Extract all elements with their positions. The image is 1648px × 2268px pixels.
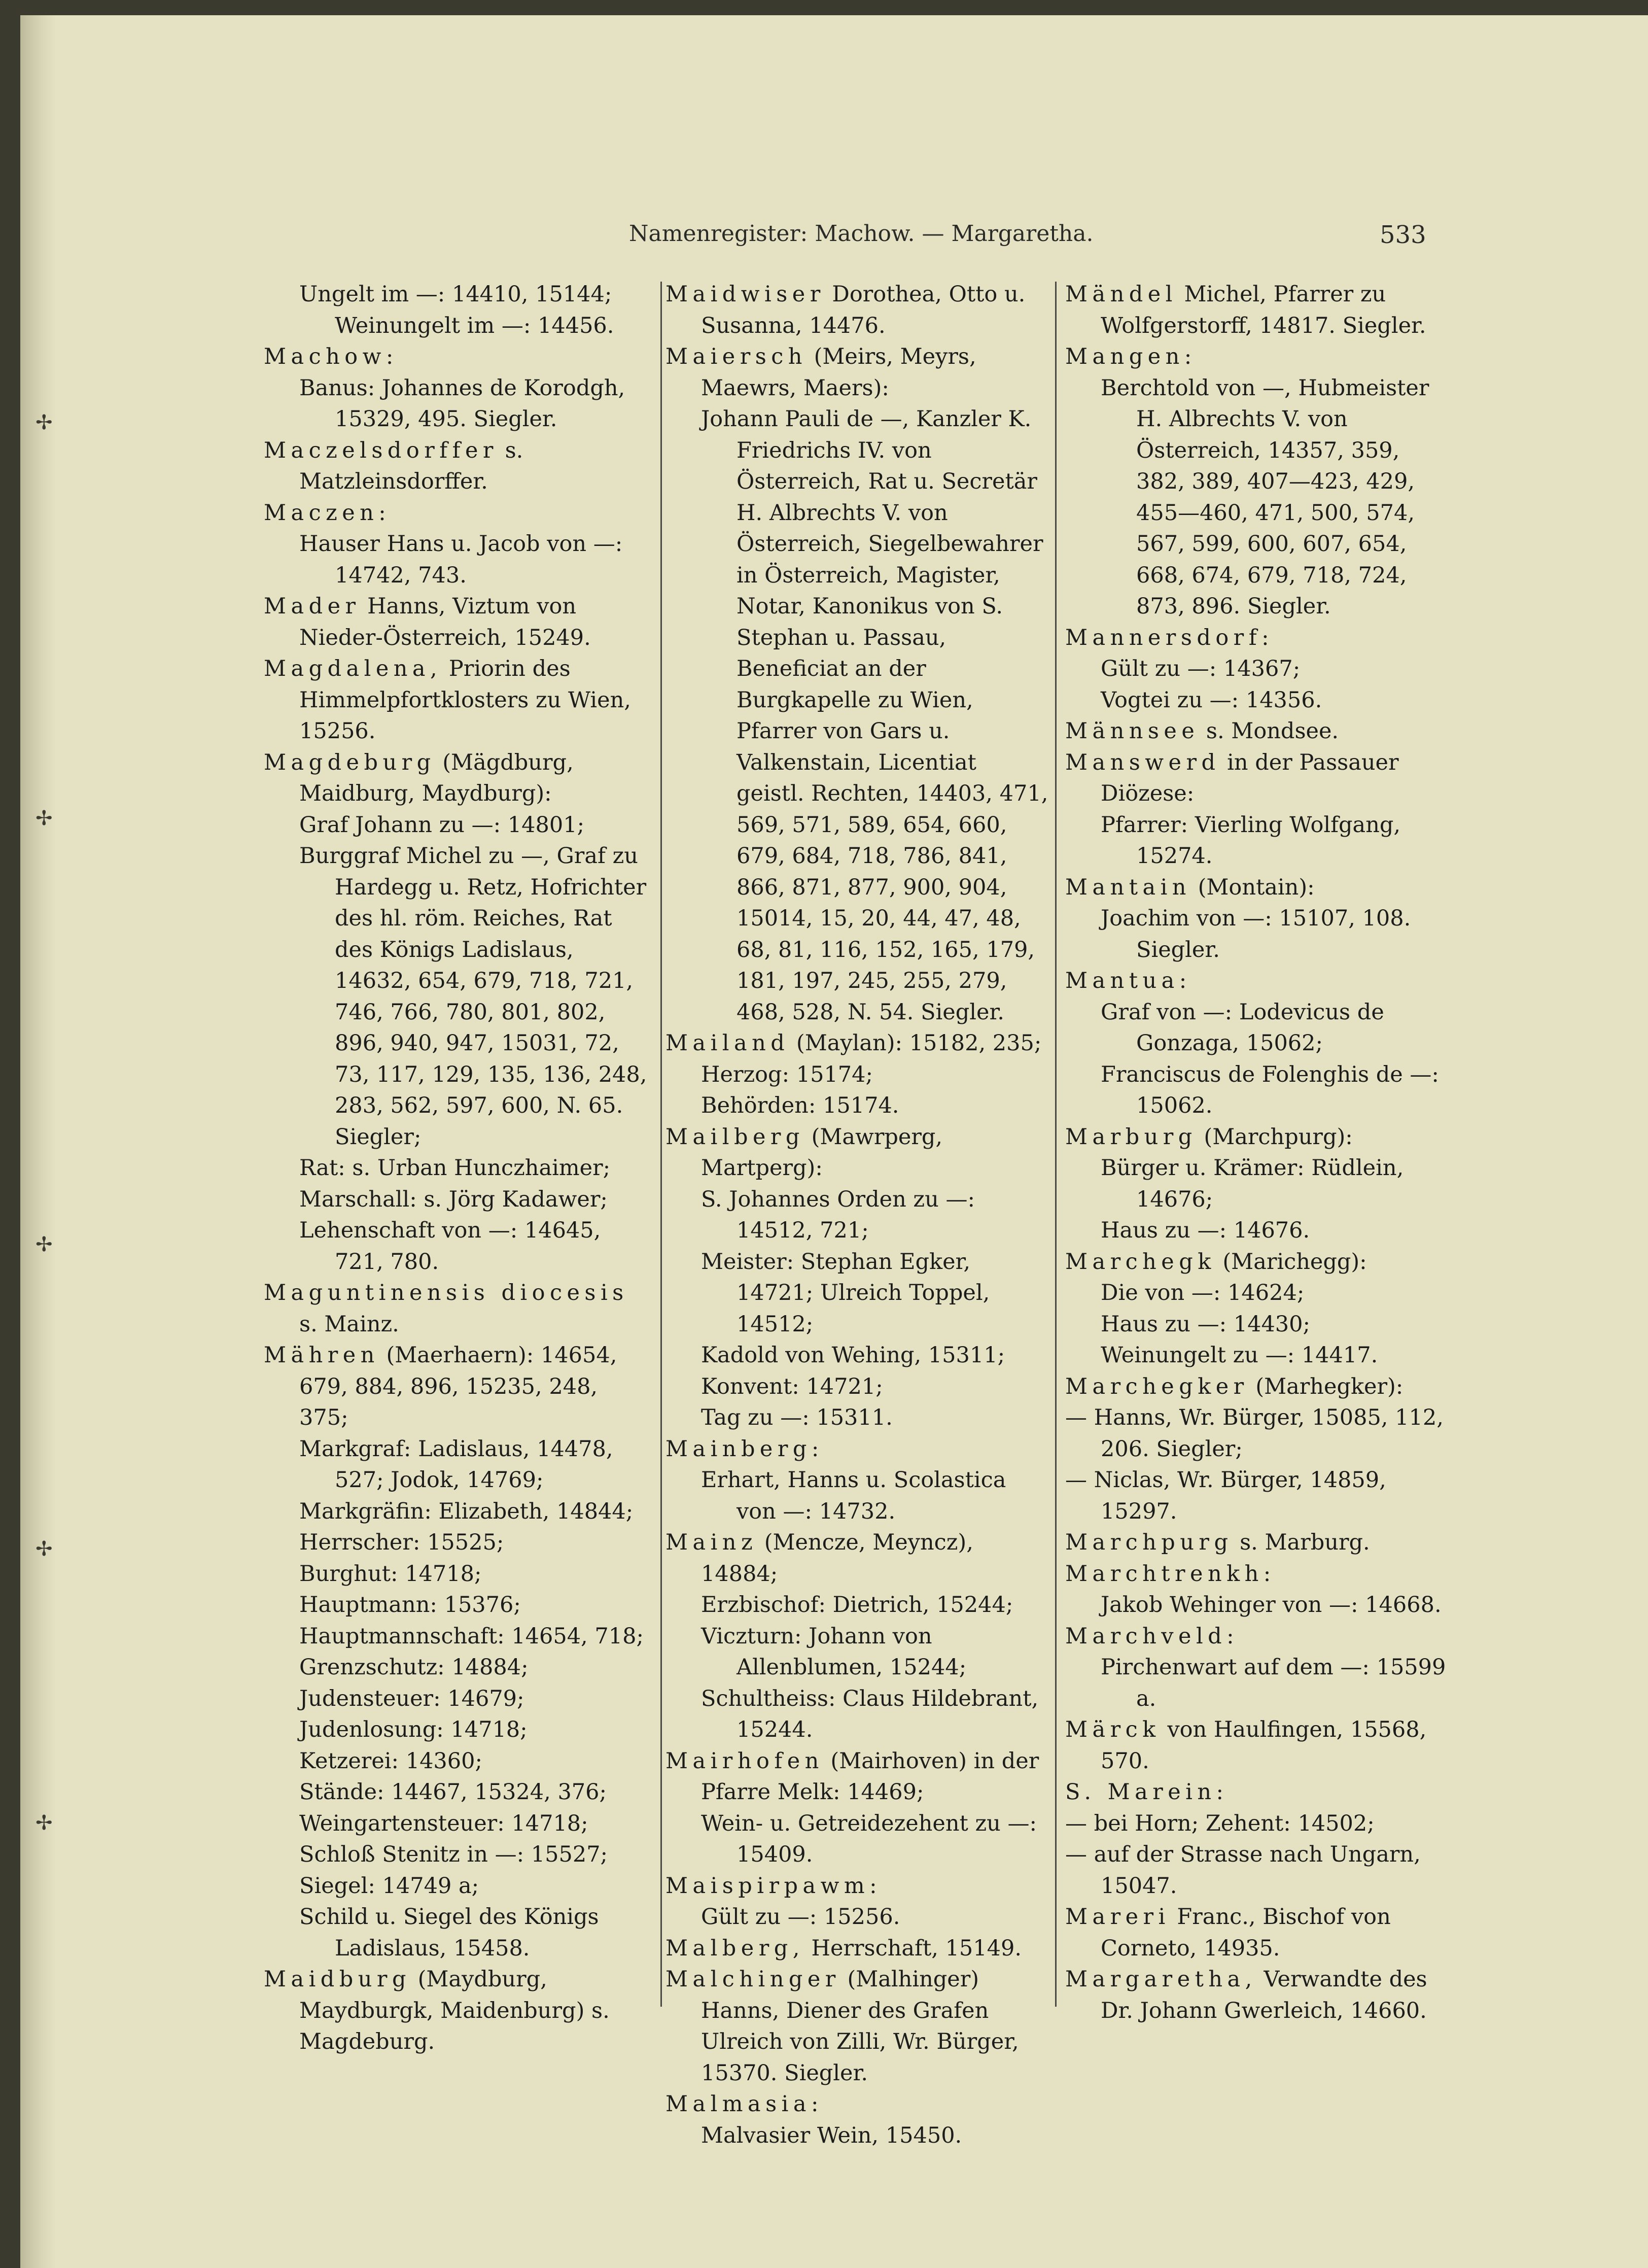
scanned-page [20,15,1648,2268]
index-entry [264,1964,649,2058]
entry-headword: Margaretha, [1065,1967,1257,1992]
entry-text: Herrschaft, 15149. [804,1935,1022,1961]
index-subentry: Herrscher: 15525; [299,1530,504,1555]
index-subentry-dash: — bei Horn; Zehent: 14502; [1065,1810,1375,1836]
index-subentry: Franciscus de Folenghis de —: 15062. [1101,1061,1439,1118]
index-subentry: S. Johannes Orden zu —: 14512, 721; [701,1186,975,1243]
index-entry [665,1122,1051,1184]
running-header [20,221,1648,256]
index-subentry: Hauser Hans u. Jacob von —: 14742, 743. [299,531,623,588]
index-subentry: Kadold von Wehing, 15311; [701,1343,1005,1368]
index-entry [665,1028,1051,1059]
entry-headword: Marchveld: [1065,1623,1239,1649]
index-entry [1065,716,1451,747]
entry-headword: Maguntinensis diocesis [264,1280,628,1305]
index-subentry: Markgräfin: Elizabeth, 14844; [299,1498,634,1524]
index-subentry: Burggraf Michel zu —, Graf zu Hardegg u. Retz, Hofrichter des hl. röm. Reiches, Rat des Königs Ladislaus, 14632, 654, 679, 718, 721, 746, 766, 780, 801, 802, 896, 940, 947, 15031, 72, 73, 117, 129, 135, 136, 248, 283, 562, 597, 600, N. 65. Siegler; [299,843,647,1150]
index-subentry: Malvasier Wein, 15450. [701,2122,962,2148]
entry-headword: Maispirpawm: [665,1873,882,1899]
entry-headword: Magdalena, [264,656,442,681]
entry-text: Franc., Bischof von Corneto, 14935. [1101,1904,1391,1961]
index-subentry: Wein- u. Getreidezehent zu —: 15409. [701,1810,1037,1867]
index-entry [1065,1527,1451,1559]
index-subentry: Viczturn: Johann von Allenblumen, 15244; [701,1623,967,1680]
entry-headword: Mähren [264,1343,379,1368]
entry-headword: Mantua: [1065,968,1191,993]
entry-text: Verwandte des Dr. Johann Gwerleich, 14660. [1101,1967,1427,2023]
index-subentry: Die von —: 14624; [1101,1280,1305,1305]
index-column-2 [665,279,1051,2151]
entry-headword: Maiersch [665,344,807,369]
entry-text: s. Marburg. [1233,1530,1370,1555]
index-subentry: Berchtold von —, Hubmeister H. Albrechts V. von Österreich, 14357, 359, 382, 389, 407—423, 429, 455—460, 471, 500, 574, 567, 599, 600, 607, 654, 668, 674, 679, 718, 724, 873, 896. Siegler. [1101,375,1429,619]
index-subentry: Weingartensteuer: 14718; [299,1810,588,1836]
index-subentry: Jakob Wehinger von —: 14668. [1101,1592,1442,1618]
entry-headword: Mantain [1065,874,1191,900]
entry-headword: Mainz [665,1530,758,1555]
entry-text: von Haulfingen, 15568, 570. [1101,1717,1427,1774]
header-title: Namenregister: Machow. — Margaretha. [629,221,1094,247]
page-number: 533 [1380,221,1426,249]
index-subentry: Joachim von —: 15107, 108. Siegler. [1101,906,1411,963]
entry-headword: Mangen: [1065,344,1197,369]
entry-headword: Magdeburg [264,749,436,775]
index-entry [1065,1902,1451,1964]
index-subentry: Judenlosung: 14718; [299,1717,528,1742]
index-entry [1065,623,1451,654]
entry-headword: Mannersdorf: [1065,625,1274,650]
column-divider [660,282,662,2007]
entry-headword: Maczen: [264,500,391,526]
index-entry [264,1340,649,1434]
index-subentry: Schloß Stenitz in —: 15527; [299,1842,608,1867]
index-entry [1065,1371,1451,1403]
entry-headword: Mairhofen [665,1748,824,1774]
index-subentry: Johann Pauli de —, Kanzler K. Friedrichs IV. von Österreich, Rat u. Secretär H. Albrechts V. von Österreich, Siegelbewahrer in Österreich, Magister, Notar, Kanonikus von S. Stephan u. Passau, Beneficiat an der Burgkapelle zu Wien, Pfarrer von Gars u. Valkenstain, Licentiat geistl. Rechten, 14403, 471, 569, 571, 589, 654, 660, 679, 684, 718, 786, 841, 866, 871, 877, 900, 904, 15014, 15, 20, 44, 47, 48, 68, 81, 116, 152, 165, 179, 181, 197, 245, 255, 279, 468, 528, N. 54. Siegler. [701,406,1048,1025]
entry-text: (Marchpurg): [1197,1124,1353,1150]
margin-mark: ✢ [36,411,53,434]
index-subentry: Hauptmannschaft: 14654, 718; [299,1623,644,1649]
index-entry [665,341,1051,404]
margin-mark: ✢ [36,807,53,830]
page-spine-shadow [20,15,56,2268]
index-subentry: Ungelt im —: 14410, 15144; Weinungelt im —: 14456. [299,282,614,338]
entry-headword: Malmasia: [665,2091,823,2117]
index-subentry: Grenzschutz: 14884; [299,1655,529,1680]
entry-headword: Marchpurg [1065,1530,1233,1555]
entry-headword: Malchinger [665,1967,840,1992]
index-column-1 [264,279,649,2058]
index-entry [665,1933,1051,1965]
index-entry [264,1278,649,1340]
index-entry [1065,1777,1451,1808]
index-subentry: Herzog: 15174; [701,1061,873,1087]
index-subentry: Siegel: 14749 a; [299,1873,479,1899]
entry-headword: Mareri [1065,1904,1170,1930]
margin-mark: ✢ [36,1537,53,1561]
index-subentry: Burghut: 14718; [299,1561,482,1587]
entry-headword: Marchegk [1065,1249,1216,1275]
index-entry [264,591,649,654]
entry-text: s. Mainz. [299,1311,399,1337]
index-entry [1065,341,1451,373]
index-entry [1065,1621,1451,1653]
index-subentry: Pirchenwart auf dem —: 15599 a. [1101,1655,1446,1711]
entry-text: (Mairhoven) in der Pfarre Melk: 14469; [701,1748,1039,1805]
index-entry [264,654,649,747]
index-entry [264,498,649,529]
index-entry [665,1871,1051,1902]
index-subentry: Behörden: 15174. [701,1093,899,1118]
index-subentry: Schild u. Siegel des Königs Ladislaus, 15458. [299,1904,599,1961]
entry-text: Hanns, Viztum von Nieder-Österreich, 15249. [299,594,591,650]
entry-text: in der Passauer Diözese: [1101,749,1399,806]
column-divider [1055,282,1057,2007]
index-subentry: Gült zu —: 14367; [1101,656,1301,681]
index-subentry: Gült zu —: 15256. [701,1904,900,1930]
index-entry [665,279,1051,341]
index-subentry: Vogtei zu —: 14356. [1101,687,1322,713]
index-column-3 [1065,279,1451,2026]
entry-text: (Meirs, Meyrs, Maewrs, Maers): [701,344,976,401]
entry-headword: S. Marein: [1065,1779,1229,1805]
index-entry [264,747,649,810]
margin-mark: ✢ [36,1811,53,1835]
index-entry [264,435,649,498]
entry-headword: Märck [1065,1717,1161,1742]
index-subentry: Erhart, Hanns u. Scolastica von —: 14732. [701,1467,1006,1524]
index-entry [665,2089,1051,2120]
index-subentry: Graf Johann zu —: 14801; [299,812,585,838]
index-subentry: Schultheiss: Claus Hildebrant, 15244. [701,1686,1039,1742]
entry-headword: Männsee [1065,718,1200,744]
index-subentry: Weinungelt zu —: 14417. [1101,1343,1378,1368]
entry-text: s. Matzleinsdorffer. [299,437,523,494]
entry-headword: Mainberg: [665,1436,824,1462]
index-entry [665,1434,1051,1465]
entry-headword: Mändel [1065,282,1177,307]
index-entry [665,1746,1051,1808]
entry-text: (Mencze, Meyncz), 14884; [701,1530,973,1587]
index-subentry: Hauptmann: 15376; [299,1592,521,1618]
index-subentry-dash: — Hanns, Wr. Bürger, 15085, 112, 206. Siegler; [1065,1405,1444,1462]
index-subentry: Markgraf: Ladislaus, 14478, 527; Jodok, 14769; [299,1436,613,1493]
entry-headword: Marchtrenkh: [1065,1561,1276,1587]
index-subentry: Ketzerei: 14360; [299,1748,482,1774]
index-entry [1065,1964,1451,2026]
index-subentry: Graf von —: Lodevicus de Gonzaga, 15062; [1101,999,1384,1056]
entry-text: s. Mondsee. [1199,718,1339,744]
index-entry [665,1964,1051,2089]
entry-headword: Maczelsdorffer [264,437,498,463]
entry-headword: Maidburg [264,1967,411,1992]
entry-headword: Manswerd [1065,749,1220,775]
index-entry [1065,279,1451,341]
index-entry [665,1527,1051,1590]
entry-text: Michel, Pfarrer zu Wolfgerstorff, 14817. Siegler. [1101,282,1426,338]
entry-headword: Mailberg [665,1124,804,1150]
index-subentry: Bürger u. Krämer: Rüdlein, 14676; [1101,1155,1404,1212]
index-subentry: Pfarrer: Vierling Wolfgang, 15274. [1101,812,1401,869]
index-entry [1065,1714,1451,1777]
index-subentry: Lehenschaft von —: 14645, 721, 780. [299,1218,601,1275]
index-entry [1065,747,1451,810]
entry-text: (Mägdburg, Maidburg, Maydburg): [299,749,574,806]
entry-text: Priorin des Himmelpfortklosters zu Wien, 15256. [299,656,631,744]
entry-text: (Maylan): 15182, 235; [789,1030,1042,1056]
entry-headword: Mailand [665,1030,790,1056]
index-subentry-dash: — Niclas, Wr. Bürger, 14859, 15297. [1065,1467,1386,1524]
index-subentry-dash: — auf der Strasse nach Ungarn, 15047. [1065,1842,1421,1899]
entry-headword: Malberg, [665,1935,804,1961]
index-subentry: Rat: s. Urban Hunczhaimer; [299,1155,611,1181]
entry-text: (Maydburg, Maydburgk, Maidenburg) s. Magdeburg. [299,1967,610,2054]
entry-headword: Maidwiser [665,282,825,307]
index-subentry: Marschall: s. Jörg Kadawer; [299,1186,608,1212]
entry-headword: Mader [264,594,361,619]
index-entry [264,341,649,373]
index-entry [1065,1559,1451,1590]
index-entry [1065,872,1451,904]
entry-headword: Machow: [264,344,398,369]
entry-text: Dorothea, Otto u. Susanna, 14476. [701,282,1026,338]
index-subentry: Banus: Johannes de Korodgh, 15329, 495. Siegler. [299,375,625,432]
index-subentry: Tag zu —: 15311. [701,1405,893,1430]
entry-text: (Montain): [1190,874,1315,900]
index-subentry: Haus zu —: 14430; [1101,1311,1311,1337]
index-subentry: Judensteuer: 14679; [299,1686,524,1711]
entry-headword: Marchegker [1065,1373,1249,1399]
index-entry [1065,1247,1451,1278]
margin-mark: ✢ [36,1233,53,1256]
entry-text: (Maerhaern): 14654, 679, 884, 896, 15235, 248, 375; [299,1343,617,1430]
index-subentry: Meister: Stephan Egker, 14721; Ulreich Toppel, 14512; [701,1249,990,1337]
index-subentry: Haus zu —: 14676. [1101,1218,1310,1243]
entry-text: (Malhinger) Hanns, Diener des Grafen Ulreich von Zilli, Wr. Bürger, 15370. Siegler. [701,1967,1019,2086]
index-subentry: Erzbischof: Dietrich, 15244; [701,1592,1013,1618]
entry-text: (Marichegg): [1215,1249,1367,1275]
index-entry [1065,966,1451,997]
index-subentry: Stände: 14467, 15324, 376; [299,1779,607,1805]
index-entry [1065,1122,1451,1153]
entry-text: (Marhegker): [1248,1373,1404,1399]
entry-headword: Marburg [1065,1124,1197,1150]
index-subentry: Konvent: 14721; [701,1373,883,1399]
entry-text: (Mawrperg, Martperg): [701,1124,943,1181]
